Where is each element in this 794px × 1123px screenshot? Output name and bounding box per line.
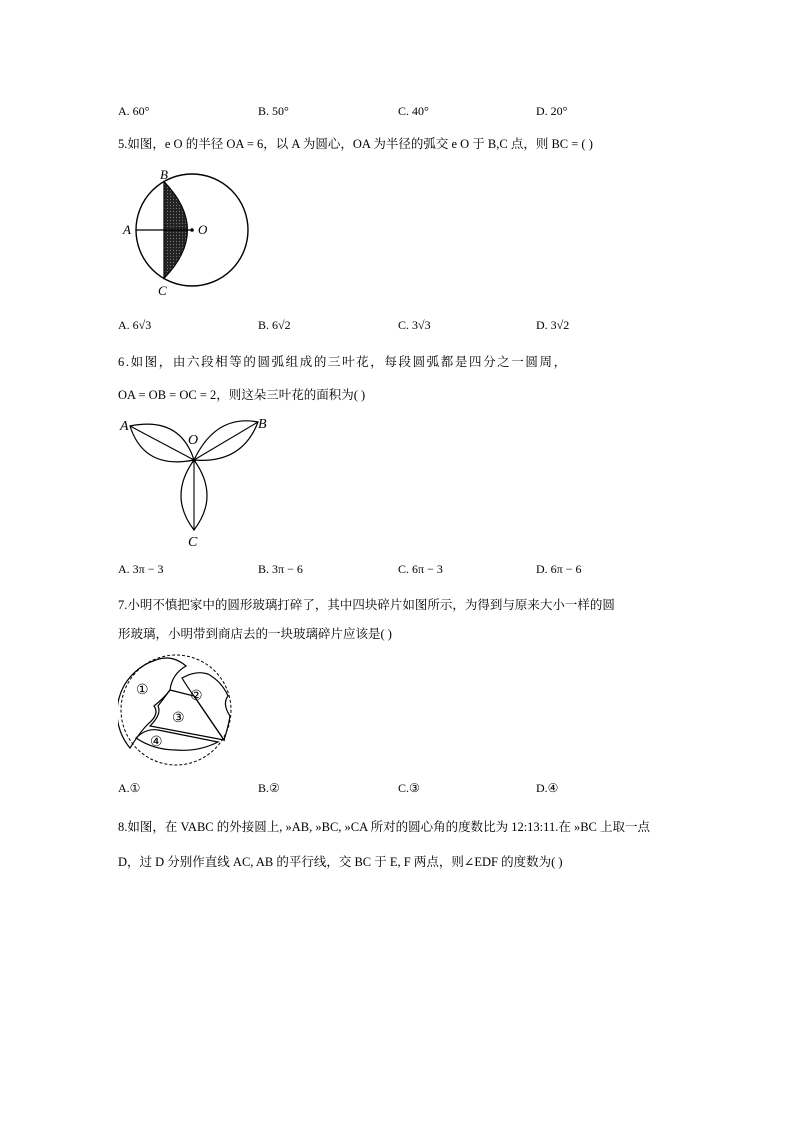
q4-option-a: A. 60°: [118, 104, 150, 118]
q6-label-a: A: [120, 419, 129, 434]
q7-option-b: B.②: [258, 781, 280, 795]
q6-label-c: C: [188, 535, 198, 550]
q7-figure: [118, 652, 238, 770]
q6-point-o: [192, 458, 196, 462]
q6-figure: [118, 412, 278, 550]
q5-label-b: B: [160, 167, 168, 182]
q7-stem-line2: 形玻璃，小明带到商店去的一块玻璃碎片应该是( ): [118, 627, 392, 641]
q5-option-c: C. 3√3: [398, 318, 431, 332]
q4-option-c: C. 40°: [398, 104, 429, 118]
q6-option-d: D. 6π − 6: [536, 562, 582, 576]
q6-segment-oa: [130, 426, 194, 460]
q4-option-d: D. 20°: [536, 104, 568, 118]
q5-label-c: C: [158, 283, 167, 298]
q6-stem-line1: 6.如图，由六段相等的圆弧组成的三叶花，每段圆弧都是四分之一圆周，: [118, 355, 568, 369]
q7-stem-line1: 7.小明不慎把家中的圆形玻璃打碎了，其中四块碎片如图所示，为得到与原来大小一样的圆: [118, 598, 615, 612]
q7-option-a: A.①: [118, 781, 141, 795]
q6-stem-line2: OA = OB = OC = 2，则这朵三叶花的面积为( ): [118, 388, 366, 402]
q7-option-c: C.③: [398, 781, 420, 795]
q5-option-a: A. 6√3: [118, 318, 152, 332]
q5-option-b: B. 6√2: [258, 318, 291, 332]
q6-option-a: A. 3π − 3: [118, 562, 164, 576]
q5-figure: [118, 162, 258, 300]
q6-label-o: O: [188, 433, 199, 448]
q7-label-4: ④: [150, 735, 163, 750]
q6-label-b: B: [258, 417, 267, 432]
q7-fragment-2: [182, 673, 230, 740]
q5-point-o: [190, 228, 194, 232]
q7-option-d: D.④: [536, 781, 559, 795]
q6-option-c: C. 6π − 3: [398, 562, 443, 576]
q7-label-3: ③: [172, 711, 185, 726]
q4-option-b: B. 50°: [258, 104, 289, 118]
q7-label-1: ①: [136, 683, 149, 698]
q6-segment-ob: [194, 422, 258, 460]
q8-stem-line1: 8.如图，在 VABC 的外接圆上, »AB, »BC, »CA 所对的圆心角的度数比为 12:13:11.在 »BC 上取一点: [118, 820, 650, 834]
q7-fragment-4: [136, 730, 218, 751]
q5-label-o: O: [198, 222, 208, 237]
q7-dashed-circle: [121, 655, 231, 765]
q7-label-2: ②: [190, 689, 203, 704]
q6-option-b: B. 3π − 6: [258, 562, 303, 576]
q5-option-d: D. 3√2: [536, 318, 570, 332]
q5-label-a: A: [123, 222, 131, 237]
q5-stem: 5.如图，e O 的半径 OA = 6，以 A 为圆心，OA 为半径的弧交 e O 于 B,C 点，则 BC = ( ): [118, 137, 593, 151]
q7-fragment-3: [150, 690, 224, 740]
q8-stem-line2: D，过 D 分别作直线 AC, AB 的平行线，交 BC 于 E, F 两点，则∠EDF 的度数为( ): [118, 855, 563, 869]
